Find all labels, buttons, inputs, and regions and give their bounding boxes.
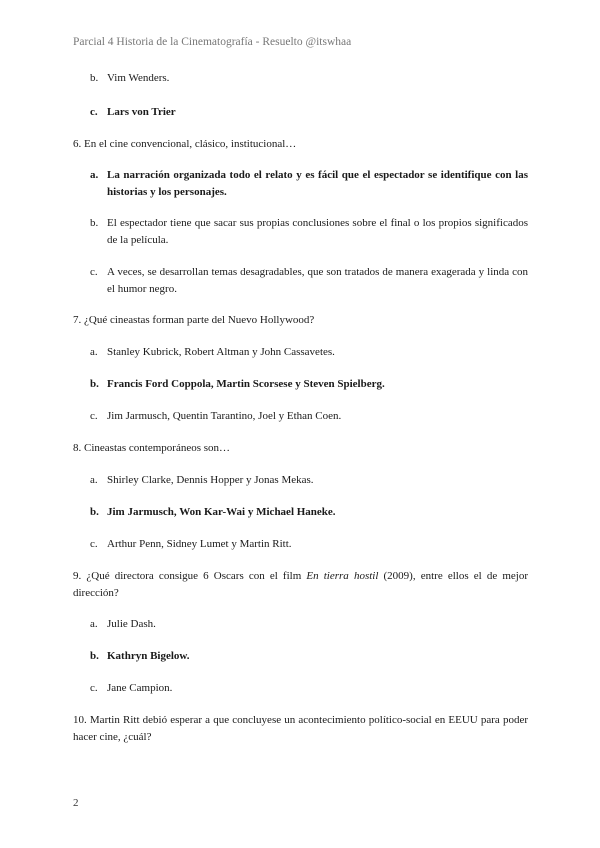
- option-text: Stanley Kubrick, Robert Altman y John Cassavetes.: [107, 346, 335, 358]
- option-letter: b.: [90, 378, 99, 390]
- option-letter: c.: [90, 538, 98, 550]
- option-text: Jim Jarmusch, Won Kar-Wai y Michael Haneke.: [107, 506, 336, 518]
- page-number: 2: [73, 797, 79, 809]
- option-letter: c.: [90, 106, 98, 118]
- option-c: [73, 680, 528, 697]
- option-letter: c.: [90, 682, 98, 694]
- option-text: Francis Ford Coppola, Martin Scorsese y Steven Spielberg.: [107, 378, 385, 390]
- question-9-text: 9. ¿Qué directora consigue 6 Oscars con el film: [73, 570, 307, 582]
- option-text: Shirley Clarke, Dennis Hopper y Jonas Mekas.: [107, 474, 314, 486]
- option-letter: a.: [90, 618, 98, 630]
- option-c-correct: [73, 104, 528, 121]
- option-c: [73, 264, 528, 297]
- option-b-correct: [73, 376, 528, 393]
- question-8: 8. Cineastas contemporáneos son…: [73, 442, 231, 454]
- option-text: Lars von Trier: [107, 106, 176, 118]
- option-letter: b.: [90, 217, 99, 229]
- option-text: Julie Dash.: [107, 618, 156, 630]
- option-text: A veces, se desarrollan temas desagradables, que son tratados de manera exagerada y linda con el humor negro.: [107, 266, 528, 295]
- film-title: En tierra hostil: [306, 570, 379, 582]
- option-letter: c.: [90, 266, 98, 278]
- option-b: [73, 70, 528, 87]
- option-letter: b.: [90, 72, 99, 84]
- option-c: [73, 536, 528, 553]
- question-9-text-end: (2009), entre ellos el de mejor dirección?: [73, 570, 528, 599]
- question-6: 6. En el cine convencional, clásico, institucional…: [73, 138, 297, 150]
- option-text: Arthur Penn, Sidney Lumet y Martin Ritt.: [107, 538, 292, 550]
- option-text: El espectador tiene que sacar sus propias conclusiones sobre el final o los propios significados de la película.: [107, 217, 528, 246]
- option-b-correct: [73, 648, 528, 665]
- option-c: [73, 408, 528, 425]
- option-a: [73, 616, 528, 633]
- option-letter: a.: [90, 474, 98, 486]
- option-letter: a.: [90, 346, 98, 358]
- option-a: [73, 344, 528, 361]
- question-10: 10. Martin Ritt debió esperar a que concluyese un acontecimiento político-social en EEUU para poder hacer cine, ¿cuál?: [73, 714, 528, 743]
- option-letter: c.: [90, 410, 98, 422]
- option-letter: a.: [90, 169, 99, 181]
- option-a: [73, 472, 528, 489]
- option-a-correct: [73, 167, 528, 200]
- question-9: [73, 568, 528, 601]
- option-b-correct: [73, 504, 528, 521]
- option-text: La narración organizada todo el relato y es fácil que el espectador se identifique con las historias y los personajes.: [107, 169, 528, 198]
- option-letter: b.: [90, 650, 99, 662]
- option-text: Kathryn Bigelow.: [107, 650, 190, 662]
- option-text: Vim Wenders.: [107, 72, 170, 84]
- document-header: Parcial 4 Historia de la Cinematografía - Resuelto @itswhaa: [73, 36, 352, 48]
- option-b: [73, 215, 528, 248]
- question-7: 7. ¿Qué cineastas forman parte del Nuevo Hollywood?: [73, 314, 315, 326]
- option-text: Jim Jarmusch, Quentin Tarantino, Joel y Ethan Coen.: [107, 410, 342, 422]
- option-letter: b.: [90, 506, 99, 518]
- option-text: Jane Campion.: [107, 682, 173, 694]
